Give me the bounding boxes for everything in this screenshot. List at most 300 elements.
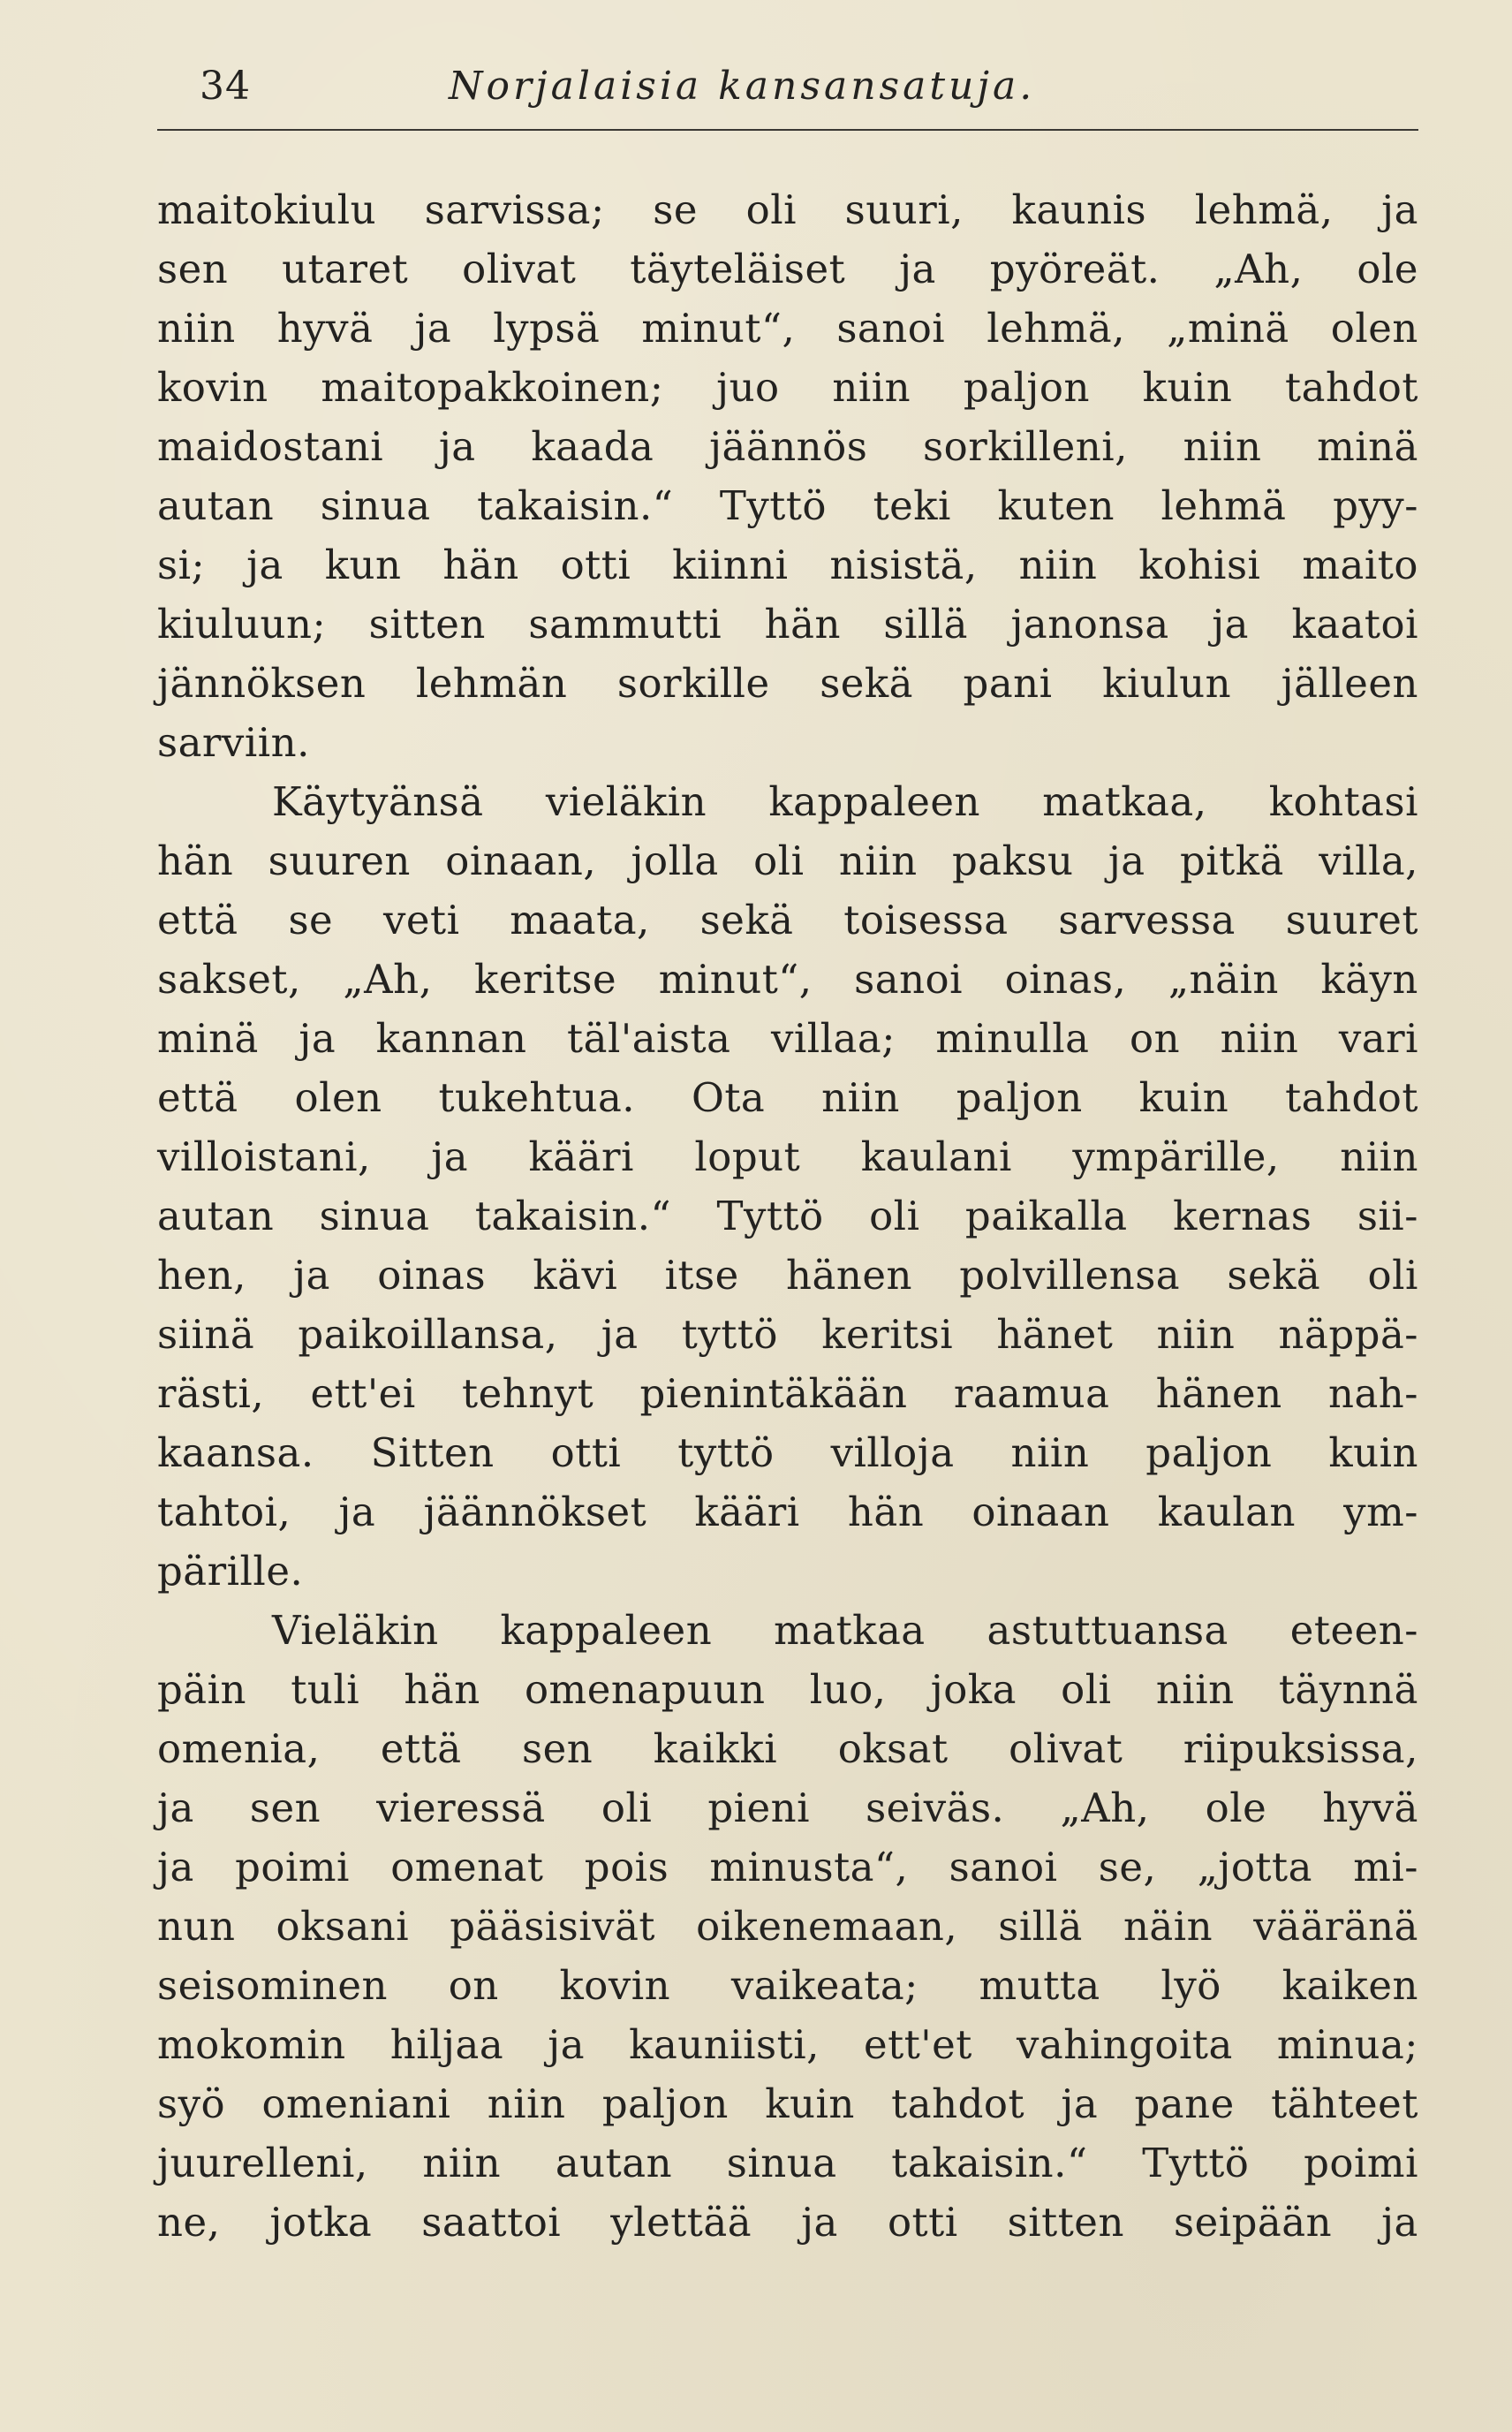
word: niin	[422, 2140, 502, 2186]
word: Tyttö	[719, 482, 828, 529]
word: oinaan,	[445, 837, 597, 884]
word: käyn	[1320, 956, 1418, 1003]
header-rule	[157, 129, 1418, 131]
word: keritse	[474, 956, 617, 1003]
word: sinua	[726, 2140, 837, 2186]
word: niin	[838, 837, 918, 884]
word: mokomin	[157, 2021, 346, 2068]
word: hänet	[996, 1311, 1114, 1358]
word: minä	[1317, 423, 1418, 470]
word: olen	[1330, 305, 1418, 352]
word: seisominen	[157, 1962, 388, 2009]
word: kovin	[157, 364, 268, 411]
word: sanoi	[836, 305, 946, 352]
word: että	[157, 897, 238, 943]
word: Tyttö	[716, 1193, 824, 1239]
word: tehnyt	[462, 1370, 594, 1417]
word: hiljaa	[389, 2021, 504, 2068]
word: oinaan	[971, 1489, 1110, 1535]
word: ja	[338, 1489, 376, 1535]
word: teki	[873, 482, 951, 529]
word: vääränä	[1253, 1903, 1418, 1950]
page-header	[157, 64, 1418, 117]
word: poimi	[235, 1844, 350, 1890]
word: sarvissa;	[424, 186, 605, 233]
word: luo,	[809, 1666, 887, 1713]
word: oli	[1061, 1666, 1112, 1713]
word: vari	[1338, 1015, 1418, 1062]
word: ja	[548, 2021, 586, 2068]
text-line	[157, 1482, 1418, 1542]
text-line	[157, 2074, 1418, 2133]
word: „näin	[1168, 956, 1279, 1003]
word: lehmä,	[987, 305, 1126, 352]
word: sakset,	[157, 956, 301, 1003]
word: hän	[157, 837, 234, 884]
word: saattoi	[421, 2199, 562, 2246]
word: kernas	[1173, 1193, 1312, 1239]
word: siinä	[157, 1311, 255, 1358]
word: sen	[249, 1784, 321, 1831]
word: vahingoita	[1017, 2021, 1233, 2068]
word: oksani	[276, 1903, 410, 1950]
word: kävi	[533, 1252, 618, 1299]
word: ja	[157, 1844, 194, 1890]
word: matkaa	[774, 1607, 926, 1654]
word: tähteet	[1271, 2080, 1418, 2127]
text-line	[157, 713, 1418, 772]
word: niin	[1018, 542, 1098, 588]
word: astuttuansa	[987, 1607, 1228, 1654]
word: se	[288, 897, 334, 943]
word: sarvessa	[1058, 897, 1236, 943]
word: tahdot	[1285, 1074, 1418, 1121]
word: ja	[1381, 2199, 1418, 2246]
text-line	[157, 890, 1418, 950]
word: tahdot	[891, 2080, 1025, 2127]
word: ne,	[157, 2199, 221, 2246]
text-line	[157, 358, 1418, 417]
word: hänen	[1155, 1370, 1282, 1417]
word: sinua	[320, 482, 431, 529]
word: niin	[1340, 1133, 1418, 1180]
word: juurelleni,	[157, 2140, 368, 2186]
word: seipään	[1173, 2199, 1333, 2246]
word: polvillensa	[959, 1252, 1181, 1299]
word: kappaleen	[768, 778, 981, 825]
text-line	[157, 239, 1418, 299]
word: „Ah,	[1060, 1784, 1150, 1831]
word: autan	[157, 1193, 275, 1239]
word: ja	[1108, 837, 1145, 884]
word: kaikki	[653, 1725, 778, 1772]
word: hyvä	[1322, 1784, 1418, 1831]
word: sillä	[998, 1903, 1083, 1950]
word: tahtoi,	[157, 1489, 291, 1535]
word: maitopakkoinen;	[321, 364, 664, 411]
word: omeniani	[261, 2080, 451, 2127]
text-line	[157, 1837, 1418, 1897]
word: loput	[694, 1133, 801, 1180]
word: kuin	[1142, 364, 1233, 411]
word: kiulun	[1102, 660, 1232, 707]
word: otti	[550, 1429, 622, 1476]
word: kannan	[375, 1015, 527, 1062]
word: matkaa,	[1042, 778, 1207, 825]
word: sinua	[319, 1193, 430, 1239]
body-text	[157, 180, 1418, 2252]
word: kaulani	[860, 1133, 1012, 1180]
word: „Ah,	[343, 956, 433, 1003]
word: ylettää	[610, 2199, 752, 2246]
word: hän	[847, 1489, 925, 1535]
word: suuren	[268, 837, 411, 884]
word: ja	[431, 1133, 469, 1180]
text-line	[157, 1897, 1418, 1956]
word: oli	[745, 186, 798, 233]
word: veti	[382, 897, 460, 943]
word: sen	[522, 1725, 593, 1772]
word: minua;	[1276, 2021, 1418, 2068]
word: kaansa.	[157, 1429, 314, 1476]
word: ja	[414, 305, 452, 352]
word: niin	[1155, 1666, 1235, 1713]
word: sekä	[1227, 1252, 1321, 1299]
word: oli	[601, 1784, 653, 1831]
word: minusta“,	[709, 1844, 909, 1890]
word: pitkä	[1179, 837, 1284, 884]
word: maata,	[510, 897, 650, 943]
text-line	[157, 1068, 1418, 1127]
word: villa,	[1319, 837, 1418, 884]
word: „Ah,	[1213, 246, 1304, 292]
word: ja	[157, 1784, 194, 1831]
word: nisistä,	[829, 542, 978, 588]
word: kaiken	[1281, 1962, 1418, 2009]
word: kun	[324, 542, 402, 588]
word: kaada	[531, 423, 654, 470]
text-line	[157, 2015, 1418, 2074]
text-line	[157, 2133, 1418, 2193]
word: hen,	[157, 1252, 246, 1299]
word: niin	[1156, 1311, 1236, 1358]
word: toisessa	[843, 897, 1009, 943]
text-line	[157, 1364, 1418, 1423]
word: minut“,	[658, 956, 813, 1003]
word: mutta	[979, 1962, 1100, 2009]
word: villoistani,	[157, 1133, 371, 1180]
text-line	[157, 1127, 1418, 1186]
word: kääri	[694, 1489, 800, 1535]
word: ole	[1357, 246, 1418, 292]
word: poimi	[1304, 2140, 1418, 2186]
word: sorkilleni,	[923, 423, 1128, 470]
word: oli	[869, 1193, 920, 1239]
word: takaisin.“	[474, 1193, 672, 1239]
word: pani	[963, 660, 1053, 707]
text-line	[157, 1009, 1418, 1068]
word: hän	[442, 542, 519, 588]
word: takaisin.“	[477, 482, 674, 529]
word: ja	[246, 542, 284, 588]
word: itse	[664, 1252, 739, 1299]
word: ett'ei	[310, 1370, 416, 1417]
text-line	[157, 1719, 1418, 1778]
word: että	[157, 1074, 238, 1121]
word: tyttö	[677, 1429, 775, 1476]
word: oikenemaan,	[696, 1903, 958, 1950]
word: Vieläkin	[272, 1607, 439, 1654]
word: suuri,	[844, 186, 964, 233]
word: tuli	[291, 1666, 360, 1713]
word: kuten	[997, 482, 1115, 529]
word: näppä-	[1278, 1311, 1418, 1358]
word: ym-	[1343, 1489, 1418, 1535]
word: syö	[157, 2080, 226, 2127]
text-line	[157, 1660, 1418, 1719]
word: ympärille,	[1072, 1133, 1280, 1180]
word: paljon	[956, 1074, 1083, 1121]
word: jolla	[631, 837, 719, 884]
word: minut“,	[641, 305, 796, 352]
word: sanoi	[854, 956, 964, 1003]
word: niin	[821, 1074, 900, 1121]
word: otti	[887, 2199, 958, 2246]
word: paljon	[1145, 1429, 1273, 1476]
text-line	[157, 1601, 1418, 1660]
word: mi-	[1353, 1844, 1418, 1890]
word: hän	[404, 1666, 480, 1713]
text-line	[157, 1778, 1418, 1837]
word: kuin	[765, 2080, 855, 2127]
word: kohisi	[1138, 542, 1261, 588]
text-line	[157, 654, 1418, 713]
text-line	[157, 831, 1418, 890]
word: minä	[157, 1015, 259, 1062]
word: niin	[1220, 1015, 1299, 1062]
word: omenat	[390, 1844, 544, 1890]
word: kohtasi	[1268, 778, 1418, 825]
word: otti	[560, 542, 631, 588]
text-line-content: sarviin.	[157, 719, 310, 766]
word: omenapuun	[524, 1666, 766, 1713]
word: sii-	[1357, 1193, 1418, 1239]
text-line	[157, 535, 1418, 595]
word: si;	[157, 542, 206, 588]
word: jäännös	[709, 423, 868, 470]
running-title: Norjalaisia kansansatuja.	[449, 64, 1036, 109]
word: ja	[1212, 601, 1249, 648]
word: kauniisti,	[629, 2021, 820, 2068]
word: jäännökset	[423, 1489, 647, 1535]
word: pieni	[707, 1784, 811, 1831]
word: sitten	[1007, 2199, 1124, 2246]
word: hän	[764, 601, 841, 648]
word: olen	[294, 1074, 382, 1121]
text-line	[157, 1246, 1418, 1305]
word: on	[448, 1962, 499, 2009]
word: lehmän	[415, 660, 568, 707]
word: sitten	[368, 601, 486, 648]
page-number: 34	[200, 64, 251, 109]
word: tahdot	[1285, 364, 1418, 411]
word: pyöreät.	[989, 246, 1160, 292]
word: kaatoi	[1291, 601, 1418, 648]
word: niin	[1010, 1429, 1090, 1476]
text-line	[157, 595, 1418, 654]
word: nun	[157, 1903, 236, 1950]
text-line	[157, 2193, 1418, 2252]
word: oksat	[837, 1725, 949, 1772]
word: pyy-	[1333, 482, 1418, 529]
word: vaikeata;	[730, 1962, 919, 2009]
word: hänen	[786, 1252, 912, 1299]
word: niin	[157, 305, 236, 352]
text-line	[157, 417, 1418, 476]
word: täyteläiset	[630, 246, 846, 292]
word: janonsa	[1010, 601, 1169, 648]
word: sillä	[883, 601, 969, 648]
word: kuin	[1328, 1429, 1418, 1476]
word: paksu	[951, 837, 1074, 884]
word: omenia,	[157, 1725, 321, 1772]
word: sekä	[699, 897, 794, 943]
text-line	[157, 1305, 1418, 1364]
text-line	[157, 1423, 1418, 1482]
word: on	[1130, 1015, 1181, 1062]
word: ja	[438, 423, 476, 470]
word: vieressä	[376, 1784, 546, 1831]
word: lehmä	[1160, 482, 1287, 529]
word: se,	[1098, 1844, 1157, 1890]
word: vieläkin	[545, 778, 707, 825]
word: joka	[930, 1666, 1017, 1713]
word: lypsä	[493, 305, 601, 352]
word: näin	[1123, 1903, 1213, 1950]
word: riipuksissa,	[1183, 1725, 1418, 1772]
word: oli	[1367, 1252, 1418, 1299]
text-line	[157, 1542, 1418, 1601]
word: lyö	[1160, 1962, 1221, 2009]
word: päin	[157, 1666, 247, 1713]
word: ja	[1381, 186, 1418, 233]
word: ja	[801, 2199, 838, 2246]
text-line	[157, 1186, 1418, 1246]
word: niin	[487, 2080, 566, 2127]
word: niin	[1183, 423, 1262, 470]
word: paikalla	[964, 1193, 1128, 1239]
word: olivat	[1009, 1725, 1123, 1772]
word: „jotta	[1197, 1844, 1312, 1890]
word: autan	[157, 482, 275, 529]
word: kaulan	[1157, 1489, 1296, 1535]
word: raamua	[953, 1370, 1110, 1417]
word: kovin	[559, 1962, 671, 2009]
word: tyttö	[681, 1311, 779, 1358]
word: ja	[1061, 2080, 1099, 2127]
word: oli	[753, 837, 805, 884]
word: takaisin.“	[891, 2140, 1088, 2186]
text-line	[157, 1956, 1418, 2015]
word: paikoillansa,	[298, 1311, 558, 1358]
word: keritsi	[821, 1311, 954, 1358]
word: ja	[299, 1015, 336, 1062]
word: kiuluun;	[157, 601, 327, 648]
word: pane	[1134, 2080, 1235, 2127]
word: että	[380, 1725, 462, 1772]
word: täl'aista	[567, 1015, 731, 1062]
word: Ota	[691, 1074, 766, 1121]
word: sammutti	[528, 601, 722, 648]
word: olivat	[462, 246, 577, 292]
word: kiinni	[672, 542, 789, 588]
word: ole	[1205, 1784, 1267, 1831]
word: tukehtua.	[438, 1074, 636, 1121]
word: suuret	[1285, 897, 1418, 943]
word: jännöksen	[157, 660, 367, 707]
word: Sitten	[370, 1429, 495, 1476]
text-line	[157, 299, 1418, 358]
word: Käytyänsä	[272, 778, 484, 825]
word: sanoi	[949, 1844, 1058, 1890]
word: kääri	[528, 1133, 634, 1180]
word: kaunis	[1011, 186, 1147, 233]
word: autan	[555, 2140, 673, 2186]
word: niin	[832, 364, 911, 411]
word: seiväs.	[866, 1784, 1005, 1831]
word: ett'et	[864, 2021, 972, 2068]
word: Tyttö	[1142, 2140, 1250, 2186]
word: villaa;	[770, 1015, 896, 1062]
text-line-content: pärille.	[157, 1548, 304, 1595]
text-line	[157, 476, 1418, 535]
word: eteen-	[1289, 1607, 1418, 1654]
text-line	[157, 950, 1418, 1009]
word: pois	[584, 1844, 669, 1890]
word: kuin	[1138, 1074, 1229, 1121]
word: utaret	[282, 246, 409, 292]
word: sorkille	[616, 660, 770, 707]
word: se	[653, 186, 699, 233]
word: kappaleen	[500, 1607, 713, 1654]
word: maito	[1302, 542, 1418, 588]
word: täynnä	[1278, 1666, 1418, 1713]
word: pääsisivät	[450, 1903, 656, 1950]
word: maitokiulu	[157, 186, 377, 233]
word: villoja	[830, 1429, 955, 1476]
word: nah-	[1327, 1370, 1418, 1417]
word: paljon	[601, 2080, 729, 2127]
word: ja	[293, 1252, 330, 1299]
word: ja	[601, 1311, 639, 1358]
word: hyvä	[276, 305, 374, 352]
word: „minä	[1167, 305, 1289, 352]
text-line	[157, 180, 1418, 239]
word: jotka	[269, 2199, 373, 2246]
word: paljon	[963, 364, 1090, 411]
word: minulla	[935, 1015, 1090, 1062]
word: sekä	[820, 660, 914, 707]
word: ja	[899, 246, 936, 292]
word: oinas	[377, 1252, 487, 1299]
word: juo	[716, 364, 780, 411]
word: lehmä,	[1194, 186, 1334, 233]
text-line	[157, 772, 1418, 831]
word: sen	[157, 246, 229, 292]
word: rästi,	[157, 1370, 265, 1417]
word: maidostani	[157, 423, 384, 470]
word: pienintäkään	[639, 1370, 908, 1417]
